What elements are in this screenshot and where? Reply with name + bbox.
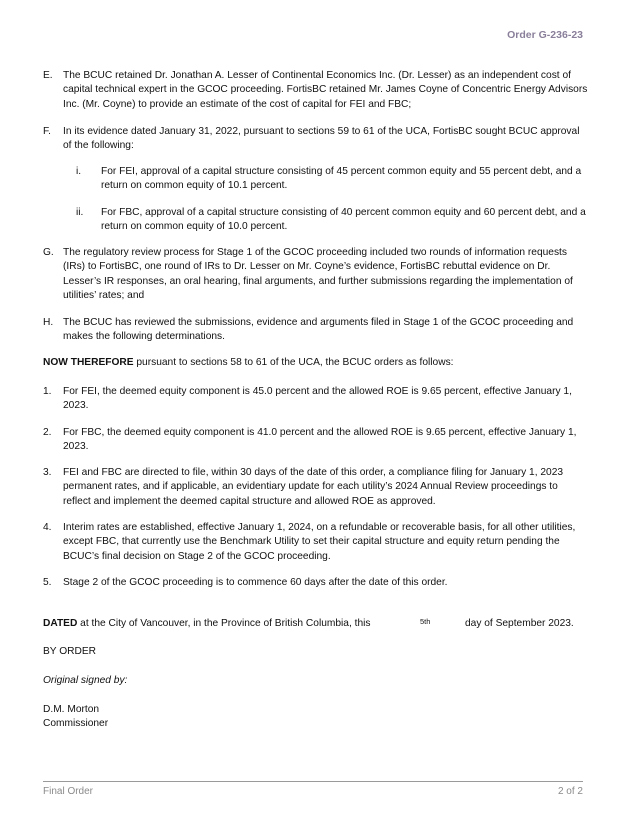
dated-text: at the City of Vancouver, in the Province of British Columbia, this <box>77 618 371 629</box>
recital-f <box>43 125 588 154</box>
footer-label: Final Order <box>43 786 94 797</box>
recital-text: The regulatory review process for Stage 1 of the GCOC proceeding included two rounds of information requests (IRs) to FortisBC, one round of IRs to Dr. Lesser on Mr. Coyne’s evidence, FortisBC rebuttal evidence on Dr. Lesser’s IR responses, an oral hearing, final arguments, and further submissions regarding the implementation of utilities’ rates; and <box>63 247 573 302</box>
now-therefore-text: pursuant to sections 58 to 61 of the UCA, the BCUC orders as follows: <box>133 357 454 368</box>
by-order: BY ORDER <box>43 646 97 657</box>
order-item-5 <box>43 576 588 590</box>
recital-text: In its evidence dated January 31, 2022, pursuant to sections 59 to 61 of the UCA, FortisBC sought BCUC approval of the following: <box>63 126 580 152</box>
sub-item-i <box>76 165 588 194</box>
recital-label: F. <box>43 126 51 137</box>
dated-month-year: day of September 2023. <box>465 618 574 629</box>
order-text: FEI and FBC are directed to file, within 30 days of the date of this order, a compliance filing for January 1, 2023 permanent rates, and if applicable, an evidentiary update for each utility’s 2024 Annual Review proceedings to reflect and implement the deemed capital structure and allowed ROE as approved. <box>63 467 564 507</box>
order-text: For FEI, the deemed equity component is 45.0 percent and the allowed ROE is 9.65 percent, effective January 1, 2023. <box>63 386 572 412</box>
sub-item-label: ii. <box>76 207 84 218</box>
order-text: For FBC, the deemed equity component is 41.0 percent and the allowed ROE is 9.65 percent, effective January 1, 2023. <box>63 427 577 453</box>
dated-line <box>43 617 588 631</box>
footer-page-count: 2 of 2 <box>557 786 583 797</box>
order-item-4 <box>43 521 588 564</box>
order-label: 3. <box>43 467 52 478</box>
order-label: 4. <box>43 522 52 533</box>
signatory-name: D.M. Morton <box>43 704 100 715</box>
order-label: 5. <box>43 577 52 588</box>
order-text: Stage 2 of the GCOC proceeding is to commence 60 days after the date of this order. <box>63 577 448 588</box>
sub-item-ii <box>76 206 588 235</box>
recital-h <box>43 316 588 345</box>
recital-g <box>43 246 588 304</box>
order-label: 1. <box>43 386 52 397</box>
recital-label: E. <box>43 70 53 81</box>
recital-e <box>43 69 588 112</box>
now-therefore-paragraph <box>43 356 588 370</box>
order-item-3 <box>43 466 588 509</box>
recital-label: G. <box>43 247 54 258</box>
sub-item-text: For FEI, approval of a capital structure consisting of 45 percent common equity and 55 percent debt, and a return on common equity of 10.1 percent. <box>101 166 582 192</box>
order-label: 2. <box>43 427 52 438</box>
sub-item-text: For FBC, approval of a capital structure consisting of 40 percent common equity and 60 percent debt, and a return on common equity of 10.0 percent. <box>101 207 586 233</box>
original-signed-note: Original signed by: <box>43 675 128 686</box>
recital-text: The BCUC has reviewed the submissions, evidence and arguments filed in Stage 1 of the GCOC proceeding and makes the following determinations. <box>63 317 574 343</box>
now-therefore-heading: NOW THEREFORE <box>43 357 134 368</box>
recital-label: H. <box>43 317 54 328</box>
order-item-2 <box>43 426 588 455</box>
recital-text: The BCUC retained Dr. Jonathan A. Lesser of Continental Economics Inc. (Dr. Lesser) as an independent cost of capital technical expert in the GCOC proceeding. FortisBC retained Mr. James Coyne of Concentric Energy Advisors Inc. (Mr. Coyne) to provide an estimate of the cost of capital for FEI and FBC; <box>63 70 588 110</box>
signatory-title: Commissioner <box>43 718 109 729</box>
order-number: Order G-236-23 <box>507 29 583 41</box>
footer-divider <box>43 781 583 782</box>
order-text: Interim rates are established, effective January 1, 2024, on a refundable or recoverable basis, for all other utilities, except FBC, that currently use the Benchmark Utility to set their capital structure and equity return pending the BCUC’s final decision on Stage 2 of the GCOC proceeding. <box>63 522 576 562</box>
sub-item-label: i. <box>76 166 82 177</box>
dated-day: 5th <box>420 617 431 626</box>
order-item-1 <box>43 385 588 414</box>
dated-heading: DATED <box>43 618 78 629</box>
